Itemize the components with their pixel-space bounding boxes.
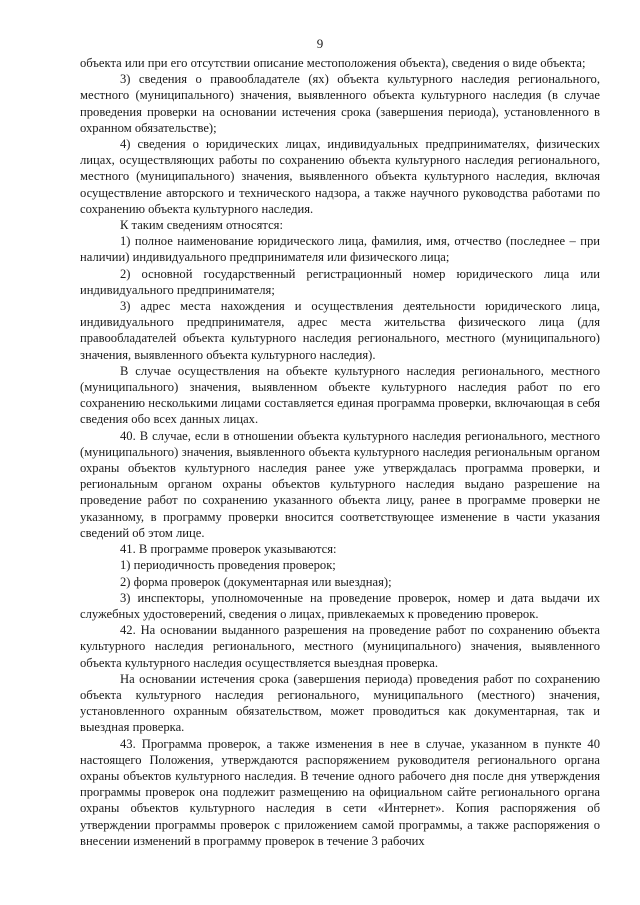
paragraph: 41. В программе проверок указываются: [120,542,337,557]
paragraph: 2) основной государственный регистрационный номер юридического лица или индивидуального предпринимателя; [80,266,600,297]
paragraph: 43. Программа проверок, а также изменения в нее в случае, указанном в пункте 40 настоящего Положения, утверждаются распоряжением руководителя регионального органа охраны объектов культурного наследия. В течение одного рабочего дня после дня утверждения программы проверок она подлежит размещению на официальном сайте регионального органа охраны объектов культурного наследия в сети «Интернет». Копия распоряжения об утверждении программы проверок с приложением самой программы, а также распоряжения о внесении изменений в программу проверок в течение 3 рабочих [80,736,600,848]
paragraph: На основании истечения срока (завершения периода) проведения работ по сохранению объекта культурного наследия регионального, муниципального (местного) значения, установленного охранным обязательством, может проводиться как документарная, так и выездная проверка. [80,671,600,735]
paragraph: 42. На основании выданного разрешения на проведение работ по сохранению объекта культурного наследия регионального, местного (муниципального) значения, выявленного объекта культурного наследия осуществляется выездная проверка. [80,623,600,670]
paragraph: объекта или при его отсутствии описание местоположения объекта), сведения о виде объекта; [80,56,586,70]
paragraph: 1) полное наименование юридического лица, фамилия, имя, отчество (последнее – при наличии) индивидуального предпринимателя или физического лица; [80,234,600,265]
paragraph: 3) адрес места нахождения и осуществления деятельности юридического лица, индивидуального предпринимателя, адрес места жительства физического лица (для правообладателей объекта культурного наследия регионального, местного (муниципального) значения, выявленного объекта культурного наследия). [80,299,600,362]
paragraph: К таким сведениям относятся: [120,218,283,233]
paragraph: 3) инспекторы, уполномоченные на проведение проверок, номер и дата выдачи их служебных удостоверений, сведения о лицах, привлекаемых к проведению проверок. [80,590,600,621]
paragraph: 1) периодичность проведения проверок; [120,558,336,573]
paragraph: 2) форма проверок (документарная или выездная); [120,574,392,589]
paragraph: 4) сведения о юридических лицах, индивидуальных предпринимателях, физических лицах, осуществляющих работы по сохранению объекта культурного наследия регионального, местного (муниципального) значения, выявленного объекта культурного наследия, включая осуществление авторского и технического надзора, а также научного руководства работами по сохранению объекта культурного наследия. [80,137,600,216]
paragraph: 40. В случае, если в отношении объекта культурного наследия регионального, местного (муниципального) значения, выявленного объекта культурного наследия региональным органом охраны объектов культурного наследия ранее уже утверждалась программа проверки, и региональным органом охраны объектов культурного наследия выдано разрешение на проведение работ по сохранению указанного объекта лицу, ранее в программе проверки не указанному, в программу проверки вносится соответствующее изменение в части указания сведений об этом лице. [80,428,600,540]
paragraph: В случае осуществления на объекте культурного наследия регионального, местного (муниципального) значения, выявленном объекте культурного наследия работ по его сохранению несколькими лицами составляется единая программа проверки, включающая в себя сведения обо всех данных лицах. [80,363,600,427]
page-number: 9 [316,36,324,51]
paragraph: 3) сведения о правообладателе (ях) объекта культурного наследия регионального, местного (муниципального) значения, выявленного объекта культурного наследия (в случае проведения проверки на основании истечения срока (завершения периода), установленного в охранном обязательстве); [80,72,600,135]
document-body [80,55,600,849]
